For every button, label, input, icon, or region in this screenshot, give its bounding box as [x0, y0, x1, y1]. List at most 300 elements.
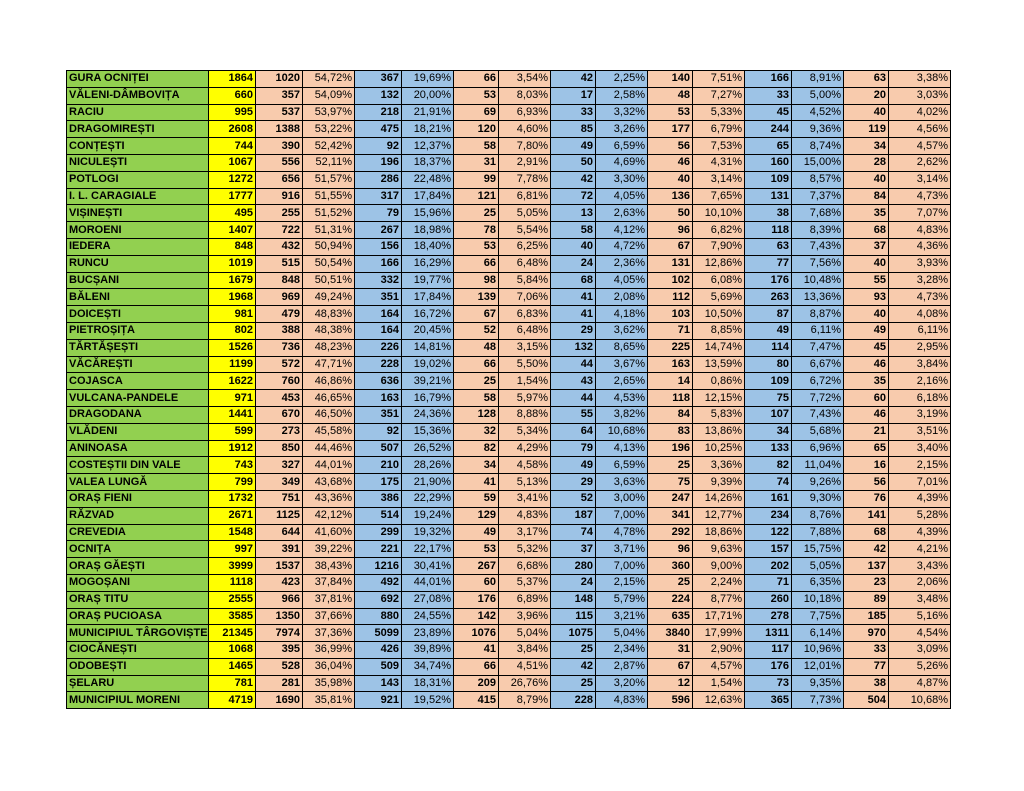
votes-cell: 3840: [648, 625, 693, 642]
votes-cell: 49: [454, 524, 499, 541]
votes-cell: 360: [648, 558, 693, 575]
votes-cell: 156: [355, 238, 402, 255]
percent-cell: 3,30%: [596, 171, 648, 188]
votes-cell: 107: [745, 406, 792, 423]
votes-cell: 226: [355, 339, 402, 356]
votes-cell: 60: [844, 390, 889, 407]
percent-cell: 18,86%: [693, 524, 745, 541]
percent-cell: 38,43%: [303, 558, 355, 575]
votes-cell: 636: [355, 373, 402, 390]
locality-name-cell: VĂLENI-DÂMBOVIȚA: [67, 87, 209, 104]
percent-cell: 5,04%: [596, 625, 648, 642]
table-row: [67, 71, 951, 88]
total-votes-cell: 1465: [209, 658, 256, 675]
votes-cell: 196: [648, 440, 693, 457]
table-row: [67, 138, 951, 155]
votes-cell: 367: [355, 71, 402, 88]
votes-cell: 751: [256, 490, 303, 507]
votes-cell: 21: [844, 423, 889, 440]
percent-cell: 52,11%: [303, 154, 355, 171]
votes-cell: 504: [844, 692, 889, 709]
percent-cell: 5,69%: [693, 289, 745, 306]
results-table: [66, 70, 951, 709]
percent-cell: 10,68%: [596, 423, 648, 440]
votes-cell: 59: [454, 490, 499, 507]
percent-cell: 5,97%: [499, 390, 551, 407]
votes-cell: 52: [454, 322, 499, 339]
table-row: [67, 87, 951, 104]
votes-cell: 42: [551, 658, 596, 675]
table-row: [67, 591, 951, 608]
percent-cell: 3,54%: [499, 71, 551, 88]
percent-cell: 2,90%: [693, 642, 745, 659]
votes-cell: 40: [648, 171, 693, 188]
votes-cell: 244: [745, 121, 792, 138]
locality-name-cell: ORAȘ FIENI: [67, 490, 209, 507]
votes-cell: 453: [256, 390, 303, 407]
percent-cell: 6,68%: [499, 558, 551, 575]
total-votes-cell: 744: [209, 138, 256, 155]
percent-cell: 2,91%: [499, 154, 551, 171]
percent-cell: 48,23%: [303, 339, 355, 356]
table-row: [67, 658, 951, 675]
percent-cell: 1,54%: [693, 675, 745, 692]
locality-name-cell: DRAGOMIREȘTI: [67, 121, 209, 138]
percent-cell: 12,15%: [693, 390, 745, 407]
votes-cell: 120: [454, 121, 499, 138]
percent-cell: 5,26%: [889, 658, 951, 675]
percent-cell: 9,39%: [693, 474, 745, 491]
votes-cell: 386: [355, 490, 402, 507]
votes-cell: 196: [355, 154, 402, 171]
votes-cell: 56: [648, 138, 693, 155]
percent-cell: 3,38%: [889, 71, 951, 88]
percent-cell: 37,66%: [303, 608, 355, 625]
votes-cell: 78: [454, 222, 499, 239]
votes-cell: 128: [454, 406, 499, 423]
percent-cell: 17,84%: [402, 188, 454, 205]
percent-cell: 6,81%: [499, 188, 551, 205]
votes-cell: 48: [454, 339, 499, 356]
total-votes-cell: 1407: [209, 222, 256, 239]
percent-cell: 26,52%: [402, 440, 454, 457]
votes-cell: 1690: [256, 692, 303, 709]
percent-cell: 21,90%: [402, 474, 454, 491]
percent-cell: 4,73%: [889, 289, 951, 306]
votes-cell: 34: [844, 138, 889, 155]
votes-cell: 224: [648, 591, 693, 608]
votes-cell: 84: [844, 188, 889, 205]
votes-cell: 50: [551, 154, 596, 171]
percent-cell: 51,52%: [303, 205, 355, 222]
percent-cell: 42,12%: [303, 507, 355, 524]
locality-name-cell: POTLOGI: [67, 171, 209, 188]
votes-cell: 67: [648, 238, 693, 255]
votes-cell: 67: [648, 658, 693, 675]
percent-cell: 6,82%: [693, 222, 745, 239]
percent-cell: 6,14%: [792, 625, 844, 642]
percent-cell: 48,38%: [303, 322, 355, 339]
total-votes-cell: 799: [209, 474, 256, 491]
percent-cell: 8,91%: [792, 71, 844, 88]
percent-cell: 22,29%: [402, 490, 454, 507]
votes-cell: 880: [355, 608, 402, 625]
percent-cell: 23,89%: [402, 625, 454, 642]
votes-cell: 278: [745, 608, 792, 625]
locality-name-cell: VLĂDENI: [67, 423, 209, 440]
percent-cell: 52,42%: [303, 138, 355, 155]
percent-cell: 36,99%: [303, 642, 355, 659]
votes-cell: 58: [551, 222, 596, 239]
percent-cell: 5,37%: [499, 574, 551, 591]
percent-cell: 45,58%: [303, 423, 355, 440]
votes-cell: 75: [648, 474, 693, 491]
percent-cell: 7,27%: [693, 87, 745, 104]
votes-cell: 17: [551, 87, 596, 104]
votes-cell: 160: [745, 154, 792, 171]
percent-cell: 4,21%: [889, 541, 951, 558]
percent-cell: 7,72%: [792, 390, 844, 407]
percent-cell: 3,40%: [889, 440, 951, 457]
table-row: [67, 205, 951, 222]
percent-cell: 7,56%: [792, 255, 844, 272]
votes-cell: 73: [745, 675, 792, 692]
votes-cell: 96: [648, 541, 693, 558]
locality-name-cell: ODOBEȘTI: [67, 658, 209, 675]
percent-cell: 4,54%: [889, 625, 951, 642]
total-votes-cell: 21345: [209, 625, 256, 642]
percent-cell: 7,43%: [792, 406, 844, 423]
table-row: [67, 188, 951, 205]
percent-cell: 44,46%: [303, 440, 355, 457]
locality-name-cell: I. L. CARAGIALE: [67, 188, 209, 205]
percent-cell: 2,87%: [596, 658, 648, 675]
percent-cell: 6,59%: [596, 138, 648, 155]
percent-cell: 51,31%: [303, 222, 355, 239]
votes-cell: 131: [648, 255, 693, 272]
percent-cell: 5,16%: [889, 608, 951, 625]
votes-cell: 136: [648, 188, 693, 205]
votes-cell: 1388: [256, 121, 303, 138]
percent-cell: 4,83%: [596, 692, 648, 709]
votes-cell: 395: [256, 642, 303, 659]
total-votes-cell: 1067: [209, 154, 256, 171]
percent-cell: 3,41%: [499, 490, 551, 507]
percent-cell: 0,86%: [693, 373, 745, 390]
table-row: [67, 490, 951, 507]
percent-cell: 5,54%: [499, 222, 551, 239]
votes-cell: 46: [648, 154, 693, 171]
percent-cell: 2,16%: [889, 373, 951, 390]
percent-cell: 26,76%: [499, 675, 551, 692]
votes-cell: 221: [355, 541, 402, 558]
votes-cell: 79: [551, 440, 596, 457]
percent-cell: 14,81%: [402, 339, 454, 356]
percent-cell: 35,81%: [303, 692, 355, 709]
percent-cell: 4,39%: [889, 524, 951, 541]
votes-cell: 55: [551, 406, 596, 423]
percent-cell: 8,85%: [693, 322, 745, 339]
percent-cell: 13,59%: [693, 356, 745, 373]
votes-cell: 1350: [256, 608, 303, 625]
votes-cell: 99: [454, 171, 499, 188]
table-row: [67, 558, 951, 575]
votes-cell: 572: [256, 356, 303, 373]
percent-cell: 13,86%: [693, 423, 745, 440]
votes-cell: 42: [551, 171, 596, 188]
locality-name-cell: GURA OCNIȚEI: [67, 71, 209, 88]
votes-cell: 71: [745, 574, 792, 591]
percent-cell: 2,06%: [889, 574, 951, 591]
percent-cell: 4,51%: [499, 658, 551, 675]
percent-cell: 4,57%: [693, 658, 745, 675]
percent-cell: 5,33%: [693, 104, 745, 121]
percent-cell: 3,14%: [693, 171, 745, 188]
percent-cell: 2,36%: [596, 255, 648, 272]
percent-cell: 5,68%: [792, 423, 844, 440]
votes-cell: 341: [648, 507, 693, 524]
table-row: [67, 154, 951, 171]
locality-name-cell: CREVEDIA: [67, 524, 209, 541]
votes-cell: 507: [355, 440, 402, 457]
total-votes-cell: 1272: [209, 171, 256, 188]
votes-cell: 317: [355, 188, 402, 205]
votes-cell: 89: [844, 591, 889, 608]
percent-cell: 6,72%: [792, 373, 844, 390]
table-row: [67, 541, 951, 558]
percent-cell: 37,81%: [303, 591, 355, 608]
percent-cell: 6,59%: [596, 457, 648, 474]
votes-cell: 92: [355, 138, 402, 155]
votes-cell: 969: [256, 289, 303, 306]
percent-cell: 17,99%: [693, 625, 745, 642]
votes-cell: 475: [355, 121, 402, 138]
votes-cell: 50: [648, 205, 693, 222]
percent-cell: 37,36%: [303, 625, 355, 642]
percent-cell: 6,25%: [499, 238, 551, 255]
percent-cell: 7,01%: [889, 474, 951, 491]
votes-cell: 85: [551, 121, 596, 138]
votes-cell: 65: [745, 138, 792, 155]
percent-cell: 6,48%: [499, 255, 551, 272]
votes-cell: 280: [551, 558, 596, 575]
table-row: [67, 423, 951, 440]
votes-cell: 53: [454, 87, 499, 104]
votes-cell: 327: [256, 457, 303, 474]
votes-cell: 7974: [256, 625, 303, 642]
percent-cell: 4,83%: [499, 507, 551, 524]
percent-cell: 3,03%: [889, 87, 951, 104]
locality-name-cell: NICULEȘTI: [67, 154, 209, 171]
votes-cell: 41: [454, 642, 499, 659]
votes-cell: 137: [844, 558, 889, 575]
total-votes-cell: 1526: [209, 339, 256, 356]
votes-cell: 92: [355, 423, 402, 440]
percent-cell: 7,00%: [596, 558, 648, 575]
votes-cell: 77: [745, 255, 792, 272]
percent-cell: 3,20%: [596, 675, 648, 692]
percent-cell: 2,24%: [693, 574, 745, 591]
votes-cell: 49: [745, 322, 792, 339]
total-votes-cell: 1777: [209, 188, 256, 205]
votes-cell: 28: [844, 154, 889, 171]
percent-cell: 3,15%: [499, 339, 551, 356]
votes-cell: 41: [551, 306, 596, 323]
percent-cell: 3,48%: [889, 591, 951, 608]
votes-cell: 163: [648, 356, 693, 373]
percent-cell: 5,28%: [889, 507, 951, 524]
votes-cell: 31: [454, 154, 499, 171]
percent-cell: 4,02%: [889, 104, 951, 121]
table-row: [67, 457, 951, 474]
percent-cell: 10,48%: [792, 272, 844, 289]
percent-cell: 24,36%: [402, 406, 454, 423]
percent-cell: 17,71%: [693, 608, 745, 625]
votes-cell: 35: [844, 205, 889, 222]
votes-cell: 68: [844, 222, 889, 239]
total-votes-cell: 981: [209, 306, 256, 323]
percent-cell: 19,52%: [402, 692, 454, 709]
votes-cell: 1020: [256, 71, 303, 88]
votes-cell: 670: [256, 406, 303, 423]
votes-cell: 260: [745, 591, 792, 608]
percent-cell: 4,53%: [596, 390, 648, 407]
votes-cell: 75: [745, 390, 792, 407]
percent-cell: 19,02%: [402, 356, 454, 373]
votes-cell: 24: [551, 255, 596, 272]
percent-cell: 5,50%: [499, 356, 551, 373]
votes-cell: 528: [256, 658, 303, 675]
votes-cell: 388: [256, 322, 303, 339]
percent-cell: 8,57%: [792, 171, 844, 188]
total-votes-cell: 599: [209, 423, 256, 440]
percent-cell: 5,84%: [499, 272, 551, 289]
locality-name-cell: CIOCĂNEȘTI: [67, 642, 209, 659]
percent-cell: 3,62%: [596, 322, 648, 339]
percent-cell: 53,22%: [303, 121, 355, 138]
votes-cell: 68: [844, 524, 889, 541]
total-votes-cell: 997: [209, 541, 256, 558]
percent-cell: 5,04%: [499, 625, 551, 642]
votes-cell: 49: [551, 457, 596, 474]
percent-cell: 12,63%: [693, 692, 745, 709]
locality-name-cell: CONȚEȘTI: [67, 138, 209, 155]
percent-cell: 13,36%: [792, 289, 844, 306]
percent-cell: 4,29%: [499, 440, 551, 457]
votes-cell: 351: [355, 289, 402, 306]
percent-cell: 5,83%: [693, 406, 745, 423]
percent-cell: 7,51%: [693, 71, 745, 88]
votes-cell: 176: [745, 272, 792, 289]
votes-cell: 1311: [745, 625, 792, 642]
votes-cell: 49: [551, 138, 596, 155]
percent-cell: 22,48%: [402, 171, 454, 188]
total-votes-cell: 1732: [209, 490, 256, 507]
percent-cell: 39,89%: [402, 642, 454, 659]
votes-cell: 29: [551, 474, 596, 491]
percent-cell: 39,22%: [303, 541, 355, 558]
votes-cell: 228: [551, 692, 596, 709]
votes-cell: 12: [648, 675, 693, 692]
total-votes-cell: 3999: [209, 558, 256, 575]
votes-cell: 52: [551, 490, 596, 507]
percent-cell: 3,93%: [889, 255, 951, 272]
votes-cell: 225: [648, 339, 693, 356]
locality-name-cell: RĂZVAD: [67, 507, 209, 524]
votes-cell: 537: [256, 104, 303, 121]
votes-cell: 970: [844, 625, 889, 642]
percent-cell: 8,74%: [792, 138, 844, 155]
percent-cell: 28,26%: [402, 457, 454, 474]
percent-cell: 3,32%: [596, 104, 648, 121]
percent-cell: 7,80%: [499, 138, 551, 155]
percent-cell: 2,63%: [596, 205, 648, 222]
locality-name-cell: DRAGODANA: [67, 406, 209, 423]
percent-cell: 36,04%: [303, 658, 355, 675]
percent-cell: 10,25%: [693, 440, 745, 457]
percent-cell: 14,26%: [693, 490, 745, 507]
total-votes-cell: 1622: [209, 373, 256, 390]
percent-cell: 7,06%: [499, 289, 551, 306]
percent-cell: 5,32%: [499, 541, 551, 558]
locality-name-cell: MOGOȘANI: [67, 574, 209, 591]
votes-cell: 23: [844, 574, 889, 591]
total-votes-cell: 4719: [209, 692, 256, 709]
percent-cell: 3,17%: [499, 524, 551, 541]
votes-cell: 109: [745, 171, 792, 188]
locality-name-cell: VULCANA-PANDELE: [67, 390, 209, 407]
votes-cell: 40: [844, 104, 889, 121]
percent-cell: 7,65%: [693, 188, 745, 205]
votes-cell: 966: [256, 591, 303, 608]
votes-cell: 509: [355, 658, 402, 675]
percent-cell: 1,54%: [499, 373, 551, 390]
percent-cell: 3,36%: [693, 457, 745, 474]
locality-name-cell: RUNCU: [67, 255, 209, 272]
locality-name-cell: TĂRTĂȘEȘTI: [67, 339, 209, 356]
percent-cell: 50,94%: [303, 238, 355, 255]
votes-cell: 93: [844, 289, 889, 306]
table-row: [67, 255, 951, 272]
percent-cell: 46,50%: [303, 406, 355, 423]
votes-cell: 25: [454, 373, 499, 390]
locality-name-cell: ORAȘ GĂEȘTI: [67, 558, 209, 575]
percent-cell: 15,96%: [402, 205, 454, 222]
votes-cell: 390: [256, 138, 303, 155]
percent-cell: 2,65%: [596, 373, 648, 390]
percent-cell: 14,74%: [693, 339, 745, 356]
percent-cell: 22,17%: [402, 541, 454, 558]
percent-cell: 6,89%: [499, 591, 551, 608]
percent-cell: 8,77%: [693, 591, 745, 608]
votes-cell: 722: [256, 222, 303, 239]
percent-cell: 16,29%: [402, 255, 454, 272]
percent-cell: 54,09%: [303, 87, 355, 104]
percent-cell: 43,36%: [303, 490, 355, 507]
votes-cell: 391: [256, 541, 303, 558]
total-votes-cell: 1019: [209, 255, 256, 272]
votes-cell: 31: [648, 642, 693, 659]
percent-cell: 4,58%: [499, 457, 551, 474]
votes-cell: 656: [256, 171, 303, 188]
votes-cell: 292: [648, 524, 693, 541]
votes-cell: 46: [844, 356, 889, 373]
votes-cell: 53: [648, 104, 693, 121]
total-votes-cell: 781: [209, 675, 256, 692]
percent-cell: 2,58%: [596, 87, 648, 104]
votes-cell: 13: [551, 205, 596, 222]
locality-name-cell: VALEA LUNGĂ: [67, 474, 209, 491]
